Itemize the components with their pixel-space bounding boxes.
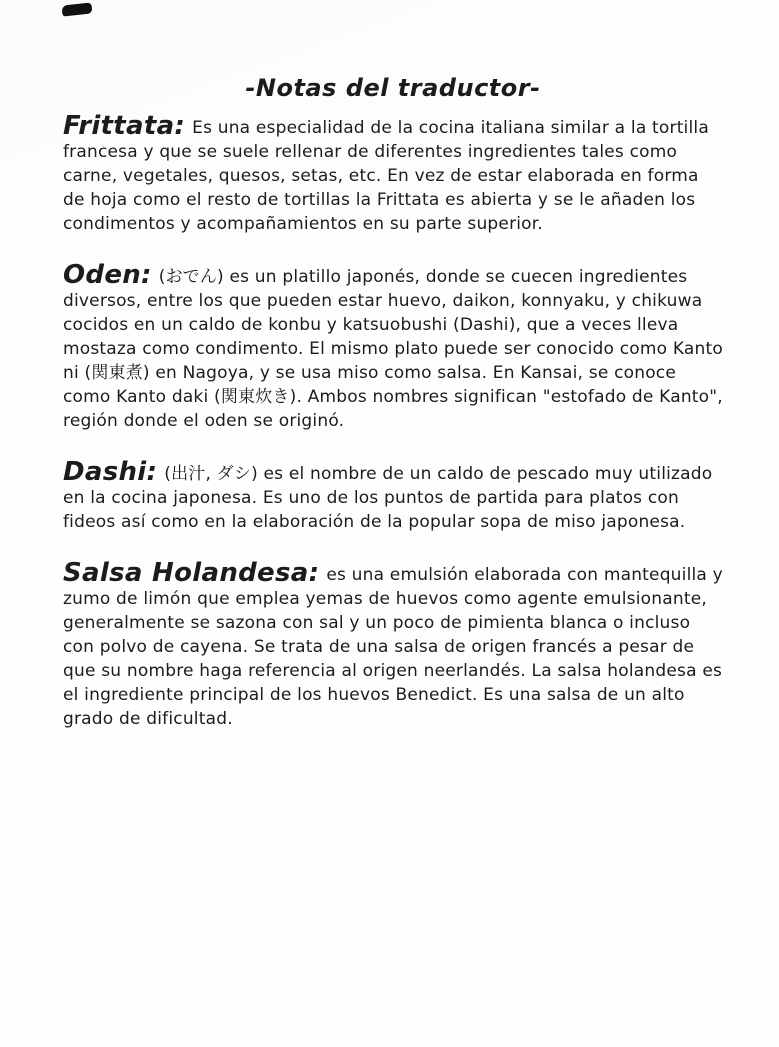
term-dashi: Dashi: xyxy=(63,457,158,487)
section-dashi xyxy=(63,457,723,534)
term-frittata: Frittata: xyxy=(63,111,186,141)
section-salsa-holandesa xyxy=(63,558,723,731)
section-frittata xyxy=(63,111,723,236)
section-oden xyxy=(63,260,723,433)
page-title: -Notas del traductor- xyxy=(245,74,541,102)
definition-frittata: Es una especialidad de la cocina italiana similar a la tortilla francesa y que se suele rellenar de diferentes ingredientes tales como carne, vegetales, quesos, setas, etc. En vez de estar elaborada en forma de hoja como el resto de tortillas la Frittata es abierta y se le añaden los condimentos y acompañamientos en su parte superior. xyxy=(63,118,709,234)
definition-oden: (おでん) es un platillo japonés, donde se cuecen ingredientes diversos, entre los que pueden estar huevo, daikon, konnyaku, y chikuwa cocidos en un caldo de konbu y katsuobushi (Dashi), que a veces lleva mostaza como condimento. El mismo plato puede ser conocido como Kanto ni (関東煮) en Nagoya, y se usa miso como salsa. En Kansai, se conoce como Kanto daki (関東炊き). Ambos nombres significan "estofado de Kanto", región donde el oden se originó. xyxy=(63,267,723,431)
term-salsa-holandesa: Salsa Holandesa: xyxy=(63,558,320,588)
term-oden: Oden: xyxy=(63,260,152,290)
definition-dashi: (出汁, ダシ) es el nombre de un caldo de pescado muy utilizado en la cocina japonesa. Es uno de los puntos de partida para platos con fideos así como en la elaboración de la popular sopa de miso japonesa. xyxy=(63,464,713,532)
ink-smudge-icon xyxy=(62,2,93,16)
definition-salsa-holandesa: es una emulsión elaborada con mantequilla y zumo de limón que emplea yemas de huevos como agente emulsionante, generalmente se sazona con sal y un poco de pimienta blanca o incluso con polvo de cayena. Se trata de una salsa de origen francés a pesar de que su nombre haga referencia al origen neerlandés. La salsa holandesa es el ingrediente principal de los huevos Benedict. Es una salsa de un alto grado de dificultad. xyxy=(63,565,723,729)
